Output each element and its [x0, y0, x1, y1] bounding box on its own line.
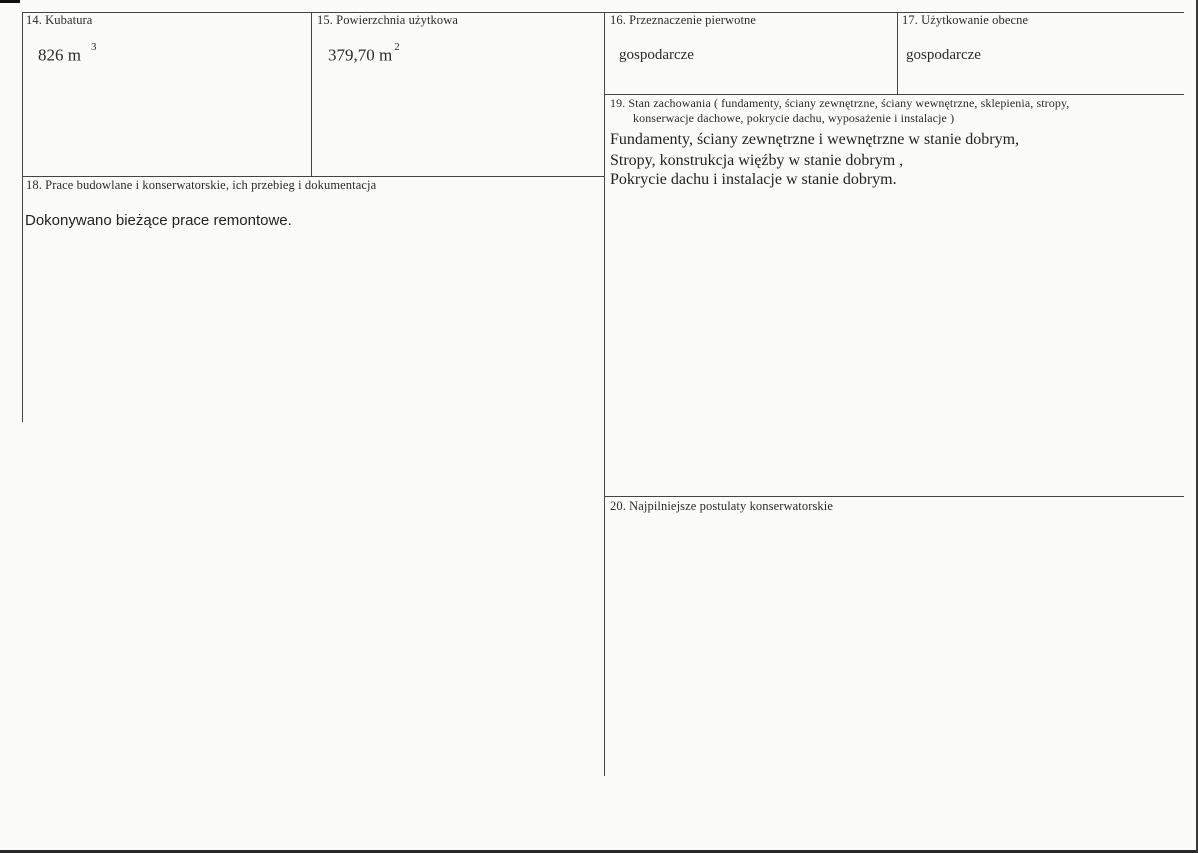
divider-15-18: [22, 176, 604, 177]
divider-main-vertical: [604, 12, 605, 776]
divider-16-17: [897, 12, 898, 94]
field-17-value: gospodarcze: [906, 47, 981, 63]
field-15-value: [328, 41, 400, 66]
scan-edge-top-left: [0, 0, 20, 3]
field-17-label: 17. Użytkowanie obecne: [902, 13, 1029, 27]
field-16-value: gospodarcze: [619, 47, 694, 63]
field-19-line-2: Stropy, konstrukcja więźby w stanie dobrym ,: [610, 152, 904, 169]
field-14-unit-exponent: 3: [90, 41, 97, 53]
field-16-label: 16. Przeznaczenie pierwotne: [610, 13, 757, 27]
field-18-value: Dokonywano bieżące prace remontowe.: [25, 212, 292, 229]
field-14-value-text: 826 m: [38, 45, 81, 65]
field-14-label: 14. Kubatura: [26, 13, 93, 27]
field-15-label: 15. Powierzchnia użytkowa: [317, 13, 459, 27]
divider-17-19: [604, 94, 1184, 95]
divider-19-20: [604, 496, 1184, 497]
field-19-line-1: Fundamenty, ściany zewnętrzne i wewnętrzne w stanie dobrym,: [610, 131, 1020, 148]
field-14-value: [38, 41, 97, 66]
field-18-label: 18. Prace budowlane i konserwatorskie, ich przebieg i dokumentacja: [26, 178, 377, 192]
field-20-label: 20. Najpilniejsze postulaty konserwatorskie: [610, 499, 834, 513]
field-19-line-3: Pokrycie dachu i instalacje w stanie dobrym.: [610, 171, 897, 188]
field-19-label-line1: 19. Stan zachowania ( fundamenty, ściany zewnętrzne, ściany wewnętrzne, sklepienia, stropy,: [610, 96, 1070, 110]
field-15-unit-exponent: 2: [394, 41, 400, 53]
field-19-label-line2: konserwacje dachowe, pokrycie dachu, wyposażenie i instalacje ): [633, 111, 955, 125]
left-border-line: [22, 12, 23, 422]
divider-14-15: [311, 12, 312, 176]
field-15-value-text: 379,70 m: [328, 45, 393, 65]
